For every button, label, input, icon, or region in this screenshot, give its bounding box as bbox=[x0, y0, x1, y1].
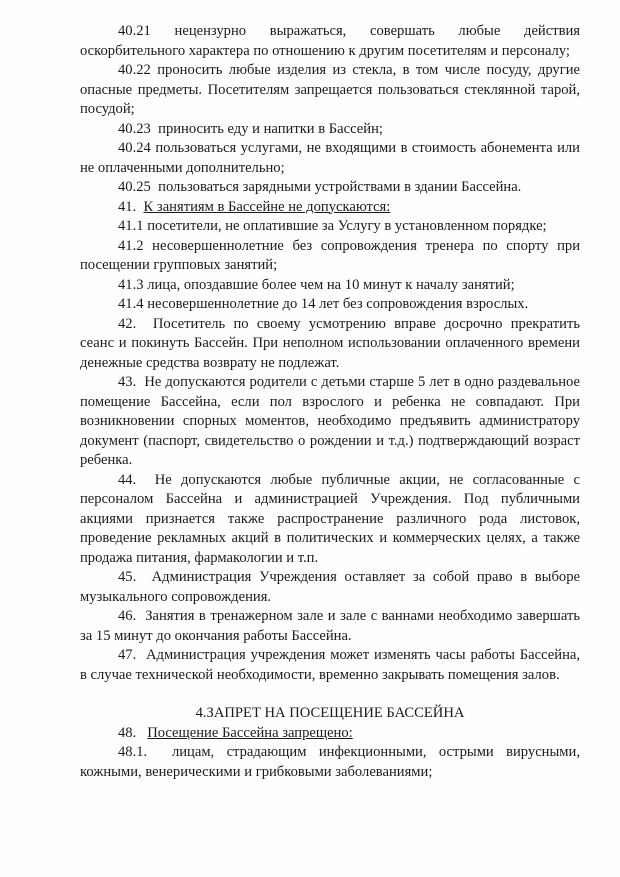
paragraph-48 bbox=[80, 724, 580, 744]
paragraph-text: лицам, страдающим инфекционными, острыми вирусными, кожными, венерическими и грибковыми заболеваниями; bbox=[80, 744, 580, 780]
paragraph-40-23 bbox=[80, 120, 580, 140]
paragraph-number: 41. bbox=[118, 198, 137, 215]
paragraph-number: 41.1 bbox=[118, 218, 144, 234]
paragraph-text: Администрация учреждения может изменять часы работы Бассейна, в случае технической необходимости, временно закрывать помещения залов. bbox=[80, 647, 581, 683]
paragraph-text: пользоваться зарядными устройствами в здании Бассейна. bbox=[158, 179, 522, 195]
paragraph-42 bbox=[80, 315, 580, 374]
paragraph-40-25 bbox=[80, 178, 580, 198]
paragraph-40-21 bbox=[80, 22, 580, 61]
paragraph-41-2 bbox=[80, 237, 580, 276]
paragraph-text: проносить любые изделия из стекла, в том числе посуду, другие опасные предметы. Посетителям запрещается пользоваться стеклянной тарой, посудой; bbox=[80, 62, 580, 117]
paragraph-48-1 bbox=[80, 743, 580, 782]
paragraph-number: 43. bbox=[118, 374, 137, 390]
paragraph-text: несовершеннолетние до 14 лет без сопровождения взрослых. bbox=[147, 296, 529, 312]
paragraph-45 bbox=[80, 568, 580, 607]
paragraph-43 bbox=[80, 373, 580, 471]
paragraph-number: 41.2 bbox=[118, 237, 144, 254]
paragraph-number: 40.24 bbox=[118, 140, 151, 156]
paragraph-text: Не допускаются любые публичные акции, не согласованные с персоналом Бассейна и администрацией Учреждения. Под публичными акциями признается также распространение различного рода листовок, проведение рекламных акций в политических и коммерческих целях, а также продажа питания, фармакологии и т.п. bbox=[80, 471, 580, 566]
paragraph-number: 40.23 bbox=[118, 120, 151, 137]
paragraph-text: нецензурно выражаться, совершать любые действия оскорбительного характера по отношению к другим посетителям и персоналу; bbox=[80, 23, 580, 59]
paragraph-number: 41.3 bbox=[118, 276, 144, 293]
paragraph-40-22 bbox=[80, 61, 580, 120]
paragraph-text: Посещение Бассейна запрещено: bbox=[147, 724, 353, 741]
paragraph-number: 41.4 bbox=[118, 296, 144, 312]
paragraph-46 bbox=[80, 607, 580, 646]
paragraph-number: 48. bbox=[118, 724, 137, 741]
paragraph-text: несовершеннолетние без сопровождения тренера по спорту при посещении групповых занятий; bbox=[80, 237, 580, 273]
paragraph-text: лица, опоздавшие более чем на 10 минут к началу занятий; bbox=[147, 276, 515, 293]
paragraph-text: приносить еду и напитки в Бассейн; bbox=[158, 120, 383, 137]
paragraph-41-1 bbox=[80, 217, 580, 237]
paragraph-text: Не допускаются родители с детьми старше 5 лет в одно раздевальное помещение Бассейна, если пол взрослого и ребенка не совпадают. При возникновении спорных моментов, необходимо предъявить администратору документ (паспорт, свидетельство о рождении и т.д.) подтверждающий возраст ребенка. bbox=[80, 374, 580, 468]
paragraph-47 bbox=[80, 646, 580, 685]
paragraph-41-3 bbox=[80, 276, 580, 296]
paragraph-number: 44. bbox=[118, 471, 137, 488]
paragraph-text: пользоваться услугами, не входящими в стоимость абонемента или не оплаченными дополнительно; bbox=[80, 140, 580, 176]
paragraph-number: 48.1. bbox=[118, 744, 148, 760]
section-heading: 4.ЗАПРЕТ НА ПОСЕЩЕНИЕ БАССЕЙНА bbox=[195, 705, 465, 721]
paragraph-text: посетители, не оплатившие за Услугу в установленном порядке; bbox=[147, 218, 547, 234]
paragraph-text: Занятия в тренажерном зале и зале с ваннами необходимо завершать за 15 минут до окончания работы Бассейна. bbox=[80, 608, 580, 644]
paragraph-number: 40.25 bbox=[118, 179, 151, 195]
paragraph-number: 46. bbox=[118, 608, 137, 624]
paragraph-40-24 bbox=[80, 139, 580, 178]
paragraph-text: Посетитель по своему усмотрению вправе досрочно прекратить сеанс и покинуть Бассейн. При неполном использовании оплаченного времени денежные средства возврату не подлежат. bbox=[80, 315, 581, 371]
paragraph-41 bbox=[80, 198, 580, 218]
paragraph-number: 40.22 bbox=[118, 62, 151, 78]
paragraph-number: 40.21 bbox=[118, 23, 151, 39]
paragraph-number: 47. bbox=[118, 647, 137, 663]
paragraph-number: 42. bbox=[118, 315, 137, 332]
paragraph-text: Администрация Учреждения оставляет за собой право в выборе музыкального сопровождения. bbox=[80, 569, 580, 605]
paragraph-44 bbox=[80, 471, 580, 569]
paragraph-text: К занятиям в Бассейне не допускаются: bbox=[143, 198, 391, 215]
paragraph-number: 45. bbox=[118, 569, 137, 585]
paragraph-41-4 bbox=[80, 295, 580, 315]
